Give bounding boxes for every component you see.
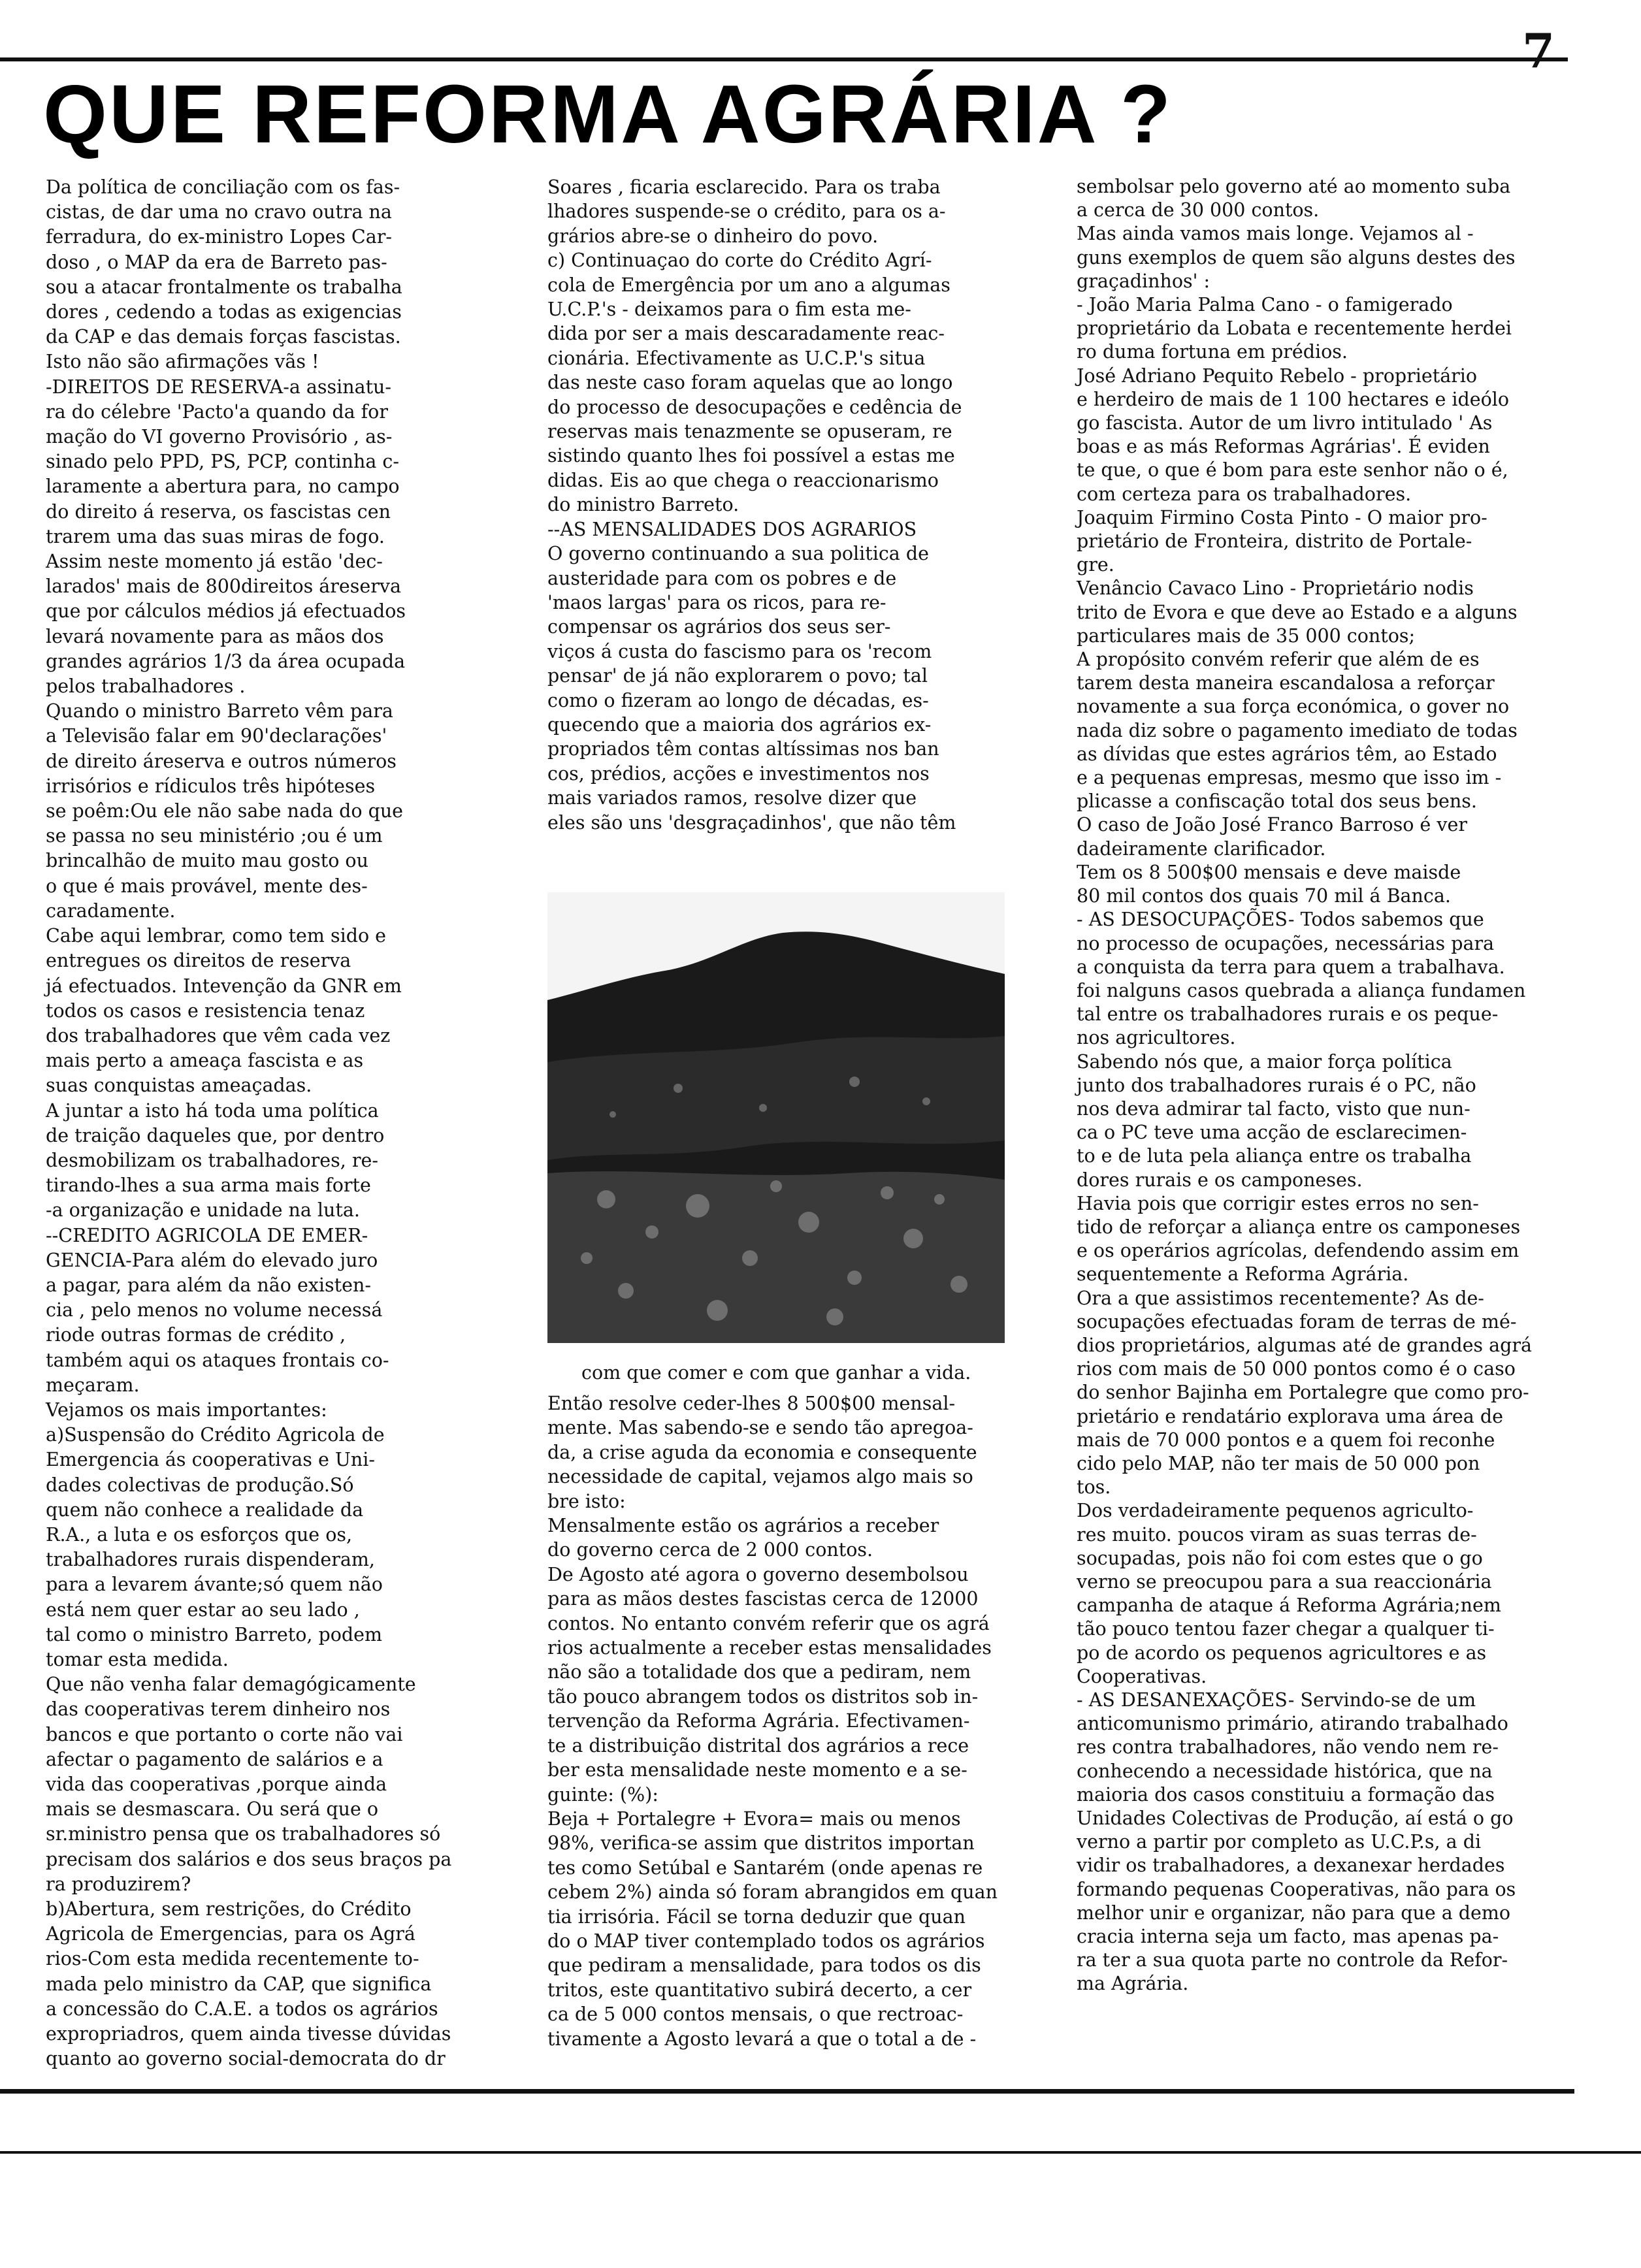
text-line: anticomunismo primário, atirando trabalhado — [1077, 1713, 1508, 1735]
text-line: Que não venha falar demagógicamente — [46, 1674, 416, 1696]
text-line: todos os casos e resistencia tenaz — [46, 999, 365, 1022]
text-line: tomar esta medida. — [46, 1648, 229, 1670]
text-line: compensar os agrários dos seus ser- — [547, 616, 891, 638]
text-line: a pagar, para além da não existen- — [46, 1274, 371, 1296]
text-line: verno a partir por completo as U.C.P.s, a di — [1077, 1831, 1482, 1853]
text-line: Dos verdadeiramente pequenos agriculto- — [1077, 1500, 1474, 1522]
text-line: do processo de desocupações e cedência de — [547, 396, 962, 418]
text-line: te que, o que é bom para este senhor não o é, — [1077, 459, 1508, 481]
text-line: Beja + Portalegre + Evora= mais ou menos — [547, 1807, 961, 1830]
text-line: a Televisão falar em 90'declarações' — [46, 725, 387, 747]
text-line: dores rurais e os camponeses. — [1077, 1169, 1363, 1191]
text-line: sembolsar pelo governo até ao momento suba — [1077, 176, 1511, 197]
text-line: pelos trabalhadores . — [46, 675, 246, 698]
text-line: Vejamos os mais importantes: — [46, 1399, 327, 1421]
text-line: tritos, este quantitativo subirá decerto, a cer — [547, 1979, 972, 2001]
text-line: já efectuados. Intevenção da GNR em — [46, 975, 402, 997]
text-line: Joaquim Firmino Costa Pinto - O maior pro- — [1077, 506, 1487, 528]
text-line: sequentemente a Reforma Agrária. — [1077, 1263, 1409, 1286]
text-line: mais se desmascara. Ou será que o — [46, 1798, 379, 1821]
top-rule — [0, 57, 1568, 61]
text-line: que pediram a mensalidade, para todos os dis — [547, 1954, 981, 1977]
text-line: sistindo quanto lhes foi possível a estas me — [547, 445, 955, 467]
text-line: cionária. Efectivamente as U.C.P.'s situa — [547, 347, 926, 369]
text-line: quanto ao governo social-democrata do dr — [46, 2048, 446, 2070]
text-line: trito de Evora e que deve ao Estado e a alguns — [1077, 601, 1518, 623]
text-line: tia irrisória. Fácil se torna deduzir que quan — [547, 1905, 966, 1928]
text-line: prietário de Fronteira, distrito de Portale- — [1077, 530, 1472, 553]
text-line: gre. — [1077, 554, 1114, 576]
text-line: pensar' de já não explorarem o povo; tal — [547, 665, 928, 687]
text-line: tos. — [1077, 1476, 1111, 1498]
column-3 — [1077, 175, 1547, 1996]
text-line: tivamente a Agosto levará a que o total a de - — [547, 2028, 977, 2050]
text-line: res contra trabalhadores, não vendo nem re- — [1077, 1736, 1499, 1758]
text-line: José Adriano Pequito Rebelo - proprietário — [1077, 364, 1478, 387]
text-line: te a distribuição distrital dos agrários a rece — [547, 1734, 969, 1757]
text-line: com certeza para os trabalhadores. — [1077, 483, 1412, 505]
text-line: suas conquistas ameaçadas. — [46, 1075, 312, 1097]
text-line: que por cálculos médios já efectuados — [46, 600, 406, 623]
text-line: guinte: (%): — [547, 1783, 658, 1806]
text-line: propriados têm contas altíssimas nos ban — [547, 738, 939, 760]
text-line: po de acordo os pequenos agricultores e as — [1077, 1642, 1487, 1664]
text-line: entregues os direitos de reserva — [46, 950, 351, 972]
text-line: laramente a abertura para, no campo — [46, 476, 400, 498]
text-line: das cooperativas terem dinheiro nos — [46, 1698, 391, 1721]
text-line: trarem uma das suas miras de fogo. — [46, 525, 385, 547]
text-line: Venâncio Cavaco Lino - Proprietário nodis — [1077, 577, 1474, 600]
column-2 — [547, 175, 1005, 835]
text-line: e a pequenas empresas, mesmo que isso im - — [1077, 767, 1502, 789]
text-line: cracia interna seja um facto, mas apenas pa- — [1077, 1926, 1499, 1948]
text-line: reservas mais tenazmente se opuseram, re — [547, 421, 952, 443]
text-line: do senhor Bajinha em Portalegre que como pro- — [1077, 1382, 1529, 1404]
text-line: mada pelo ministro da CAP, que significa — [46, 1973, 432, 1995]
text-line: - AS DESANEXAÇÕES- Servindo-se de um — [1077, 1689, 1476, 1711]
text-line: afectar o pagamento de salários e a — [46, 1748, 383, 1770]
text-line: de traição daqueles que, por dentro — [46, 1124, 385, 1146]
text-line: larados' mais de 800direitos áreserva — [46, 575, 401, 598]
text-line: brincalhão de muito mau gosto ou — [46, 850, 368, 872]
text-line: a conquista da terra para quem a trabalhava. — [1077, 956, 1505, 978]
text-line: bre isto: — [547, 1490, 626, 1512]
text-line: e herdeiro de mais de 1 100 hectares e ideólo — [1077, 388, 1510, 410]
text-line: U.C.P.'s - deixamos para o fim esta me- — [547, 299, 911, 321]
text-line: mais perto a ameaça fascista e as — [46, 1050, 364, 1072]
text-line: dades colectivas de produção.Só — [46, 1474, 354, 1496]
text-line: de direito áreserva e outros números — [46, 750, 397, 772]
footer-rule — [0, 2151, 1641, 2154]
text-line: 'maos largas' para os ricos, para re- — [547, 591, 886, 613]
text-line: -a organização e unidade na luta. — [46, 1199, 360, 1222]
text-line: viços á custa do fascismo para os 'recom — [547, 640, 932, 662]
text-line: ber esta mensalidade neste momento e a se- — [547, 1759, 967, 1781]
text-line: cebem 2%) ainda só foram abrangidos em quan — [547, 1881, 998, 1904]
text-line: graçadinhos' : — [1077, 270, 1210, 292]
text-line: ra ter a sua quota parte no controle da Refor- — [1077, 1949, 1508, 1971]
text-line: campanha de ataque á Reforma Agrária;nem — [1077, 1595, 1501, 1617]
text-line: Assim neste momento já estão 'dec- — [46, 551, 383, 573]
text-line: necessidade de capital, vejamos algo mais so — [547, 1466, 973, 1488]
text-line: - AS DESOCUPAÇÕES- Todos sabemos que — [1077, 909, 1484, 931]
text-line: tão pouco tentou fazer chegar a qualquer ti- — [1077, 1618, 1495, 1640]
text-line: rios com mais de 50 000 pontos como é o caso — [1077, 1358, 1516, 1380]
bottom-rule — [0, 2089, 1574, 2094]
text-line: Emergencia ás cooperativas e Uni- — [46, 1449, 375, 1471]
text-line: formando pequenas Cooperativas, não para os — [1077, 1878, 1516, 1900]
text-line: Quando o ministro Barreto vêm para — [46, 700, 393, 722]
column-2-continued — [547, 1391, 1005, 2051]
text-line: - João Maria Palma Cano - o famigerado — [1077, 294, 1453, 316]
text-line: para as mãos destes fascistas cerca de 12000 — [547, 1588, 979, 1610]
text-line: De Agosto até agora o governo desembolsou — [547, 1563, 969, 1585]
headline: QUE REFORMA AGRÁRIA ? — [43, 68, 1173, 160]
text-line: plicasse a confiscação total dos seus bens. — [1077, 790, 1477, 813]
text-line: ra do célebre 'Pacto'a quando da for — [46, 400, 388, 423]
text-line: Cooperativas. — [1077, 1665, 1207, 1687]
text-line: foi nalguns casos quebrada a aliança fundamen — [1077, 979, 1526, 1001]
landscape-photo — [547, 892, 1005, 1343]
text-line: O governo continuando a sua politica de — [547, 543, 929, 565]
text-line: res muito. poucos viram as suas terras de- — [1077, 1523, 1477, 1546]
text-line: do direito á reserva, os fascistas cen — [46, 500, 391, 523]
text-line: contos. No entanto convém referir que os agrá — [547, 1612, 990, 1634]
text-line: austeridade para com os pobres e de — [547, 567, 897, 589]
text-line: quecendo que a maioria dos agrários ex- — [547, 713, 932, 736]
text-line: nos agricultores. — [1077, 1027, 1236, 1049]
text-line: maioria dos casos constituiu a formação das — [1077, 1783, 1495, 1806]
text-line: precisam dos salários e dos seus braços pa — [46, 1848, 452, 1870]
text-line: levará novamente para as mãos dos — [46, 625, 384, 647]
photo-caption: com que comer e com que ganhar a vida. — [581, 1362, 971, 1384]
text-line: dos trabalhadores que vêm cada vez — [46, 1024, 391, 1046]
text-line: cido pelo MAP, não ter mais de 50 000 pon — [1077, 1452, 1480, 1474]
text-line: rios-Com esta medida recentemente to- — [46, 1948, 419, 1970]
text-line: riode outras formas de crédito , — [46, 1324, 346, 1346]
text-line: nada diz sobre o pagamento imediato de todas — [1077, 719, 1518, 741]
text-line: no processo de ocupações, necessárias para — [1077, 932, 1495, 954]
text-line: Tem os 8 500$00 mensais e deve maisde — [1077, 861, 1461, 883]
text-line: bancos e que portanto o corte não vai — [46, 1723, 403, 1745]
text-line: expropriadros, quem ainda tivesse dúvidas — [46, 2023, 451, 2045]
text-line: irrisórios e rídiculos três hipóteses — [46, 775, 376, 797]
text-line: 80 mil contos dos quais 70 mil á Banca. — [1077, 885, 1451, 907]
text-line: sou a atacar frontalmente os trabalha — [46, 276, 402, 298]
text-line: e os operários agrícolas, defendendo assim em — [1077, 1240, 1519, 1262]
text-line: vidir os trabalhadores, a dexanexar herdades — [1077, 1855, 1505, 1877]
text-line: b)Abertura, sem restrições, do Crédito — [46, 1898, 412, 1920]
text-line: --AS MENSALIDADES DOS AGRARIOS — [547, 518, 917, 540]
text-line: mente. Mas sabendo-se e sendo tão apregoa- — [547, 1417, 973, 1439]
text-line: do o MAP tiver contemplado todos os agrários — [547, 1930, 985, 1952]
text-line: nos deva admirar tal facto, visto que nun- — [1077, 1097, 1470, 1120]
text-line: Mensalmente estão os agrários a receber — [547, 1515, 939, 1537]
text-line: proprietário da Lobata e recentemente herdei — [1077, 317, 1512, 340]
text-line: socupadas, pois não foi com estes que o go — [1077, 1547, 1483, 1569]
text-line: sinado pelo PPD, PS, PCP, continha c- — [46, 451, 399, 473]
text-line: prietário e rendatário explorava uma área de — [1077, 1405, 1503, 1427]
text-line: o que é mais provável, mente des- — [46, 875, 368, 897]
text-line: trabalhadores rurais dispenderam, — [46, 1549, 375, 1571]
text-line: particulares mais de 35 000 contos; — [1077, 624, 1416, 647]
text-line: R.A., a luta e os esforços que os, — [46, 1523, 353, 1546]
text-line: doso , o MAP da era de Barreto pas- — [46, 251, 387, 273]
text-line: grários abre-se o dinheiro do povo. — [547, 225, 879, 247]
text-line: sr.ministro pensa que os trabalhadores só — [46, 1823, 441, 1845]
text-line: dios proprietários, algumas até de grandes agrá — [1077, 1334, 1532, 1356]
text-line: 98%, verifica-se assim que distritos importan — [547, 1832, 975, 1855]
text-line: das neste caso foram aquelas que ao longo — [547, 372, 953, 394]
text-line: para a levarem ávante;só quem não — [46, 1574, 383, 1596]
text-line: --CREDITO AGRICOLA DE EMER- — [46, 1224, 368, 1246]
text-line: se passa no seu ministério ;ou é um — [46, 825, 383, 847]
text-line: junto dos trabalhadores rurais é o PC, não — [1077, 1074, 1476, 1096]
text-line: a concessão do C.A.E. a todos os agrários — [46, 1998, 438, 2020]
text-line: conhecendo a necessidade histórica, que na — [1077, 1760, 1493, 1782]
text-line: como o fizeram ao longo de décadas, es- — [547, 689, 929, 711]
text-line: tal como o ministro Barreto, podem — [46, 1623, 383, 1645]
text-line: desmobilizam os trabalhadores, re- — [46, 1149, 378, 1171]
text-line: A juntar a isto há toda uma política — [46, 1099, 379, 1122]
text-line: tão pouco abrangem todos os distritos sob in- — [547, 1685, 979, 1708]
text-line: Isto não são afirmações vãs ! — [46, 351, 319, 373]
text-line: tes como Setúbal e Santarém (onde apenas re — [547, 1856, 983, 1879]
text-line: Cabe aqui lembrar, como tem sido e — [46, 925, 387, 947]
text-line: O caso de João José Franco Barroso é ver — [1077, 814, 1467, 836]
text-line: boas e as más Reformas Agrárias'. É eviden — [1077, 436, 1490, 458]
text-line: ferradura, do ex-ministro Lopes Car- — [46, 226, 392, 248]
text-line: a cerca de 30 000 contos. — [1077, 199, 1320, 221]
text-line: vida das cooperativas ,porque ainda — [46, 1774, 387, 1795]
text-line: A propósito convém referir que além de es — [1077, 649, 1480, 671]
text-line: cos, prédios, acções e investimentos nos — [547, 762, 930, 785]
text-line: tervenção da Reforma Agrária. Efectivamen- — [547, 1710, 970, 1732]
text-line: dida por ser a mais descaradamente reac- — [547, 323, 945, 345]
text-line: cia , pelo menos no volume necessá — [46, 1299, 383, 1321]
text-line: rios actualmente a receber estas mensalidades — [547, 1637, 992, 1659]
text-line: c) Continuaçao do corte do Crédito Agrí- — [547, 250, 932, 272]
text-line: Mas ainda vamos mais longe. Vejamos al - — [1077, 223, 1474, 245]
page-number: 7 — [1522, 23, 1555, 78]
text-line: Ora a que assistimos recentemente? As de- — [1077, 1287, 1484, 1309]
text-line: ca o PC teve uma acção de esclarecimen- — [1077, 1122, 1467, 1144]
text-line: verno se preocupou para a sua reaccionária — [1077, 1570, 1492, 1593]
text-line: tarem desta maneira escandalosa a reforçar — [1077, 672, 1495, 694]
text-line: lhadores suspende-se o crédito, para os a- — [547, 201, 946, 223]
text-line: melhor unir e organizar, não para que a demo — [1077, 1902, 1511, 1924]
text-line: Unidades Colectivas de Produção, aí está o go — [1077, 1807, 1514, 1830]
text-line: meçaram. — [46, 1374, 140, 1396]
text-line: to e de luta pela aliança entre os trabalha — [1077, 1145, 1472, 1167]
text-line: mais variados ramos, resolve dizer que — [547, 787, 917, 809]
column-1 — [46, 175, 516, 2071]
text-line: da CAP e das demais forças fascistas. — [46, 326, 401, 348]
text-line: mais de 70 000 pontos e a quem foi reconhe — [1077, 1429, 1495, 1451]
text-line: se poêm:Ou ele não sabe nada do que — [46, 800, 404, 822]
text-line: não são a totalidade dos que a pediram, nem — [547, 1661, 971, 1683]
text-line: está nem quer estar ao seu lado , — [46, 1598, 360, 1621]
text-line: dores , cedendo a todas as exigencias — [46, 301, 402, 323]
text-line: ro duma fortuna em prédios. — [1077, 341, 1348, 363]
text-line: mação do VI governo Provisório , as- — [46, 426, 393, 448]
text-line: guns exemplos de quem são alguns destes des — [1077, 246, 1516, 268]
text-line: Agricola de Emergencias, para os Agrá — [46, 1923, 415, 1945]
text-line: da, a crise aguda da economia e consequente — [547, 1441, 977, 1463]
text-line: as dívidas que estes agrários têm, ao Estado — [1077, 743, 1497, 765]
text-line: quem não conhece a realidade da — [46, 1498, 364, 1521]
text-line: eles são uns 'desgraçadinhos', que não têm — [547, 811, 956, 834]
text-line: -DIREITOS DE RESERVA-a assinatu- — [46, 376, 392, 398]
text-line: Havia pois que corrigir estes erros no sen- — [1077, 1192, 1479, 1214]
text-line: socupações efectuadas foram de terras de mé- — [1077, 1310, 1517, 1333]
text-line: novamente a sua força económica, o gover no — [1077, 696, 1510, 718]
text-line: didas. Eis ao que chega o reaccionarismo — [547, 469, 939, 491]
text-line: go fascista. Autor de um livro intitulado ' As — [1077, 412, 1493, 434]
text-line: GENCIA-Para além do elevado juro — [46, 1249, 378, 1271]
text-line: ma Agrária. — [1077, 1973, 1189, 1995]
text-line: Da política de conciliação com os fas- — [46, 176, 400, 198]
text-line: dadeiramente clarificador. — [1077, 837, 1326, 860]
text-line: a)Suspensão do Crédito Agricola de — [46, 1424, 385, 1446]
text-line: tido de reforçar a aliança entre os camponeses — [1077, 1216, 1521, 1238]
text-line: Sabendo nós que, a maior força política — [1077, 1050, 1452, 1073]
text-line: do ministro Barreto. — [547, 494, 739, 516]
text-line: caradamente. — [46, 899, 176, 922]
text-line: também aqui os ataques frontais co- — [46, 1349, 389, 1371]
text-line: cola de Emergência por um ano a algumas — [547, 274, 950, 296]
text-line: do governo cerca de 2 000 contos. — [547, 1539, 873, 1561]
text-line: Soares , ficaria esclarecido. Para os traba — [547, 176, 941, 198]
text-line: ra produzirem? — [46, 1873, 191, 1895]
text-line: Então resolve ceder-lhes 8 500$00 mensal- — [547, 1393, 956, 1414]
text-line: tirando-lhes a sua arma mais forte — [46, 1174, 371, 1197]
text-line: ca de 5 000 contos mensais, o que rectroac- — [547, 2003, 964, 2026]
text-line: cistas, de dar uma no cravo outra na — [46, 201, 392, 223]
text-line: grandes agrários 1/3 da área ocupada — [46, 650, 406, 672]
text-line: tal entre os trabalhadores rurais e os peque- — [1077, 1003, 1499, 1026]
